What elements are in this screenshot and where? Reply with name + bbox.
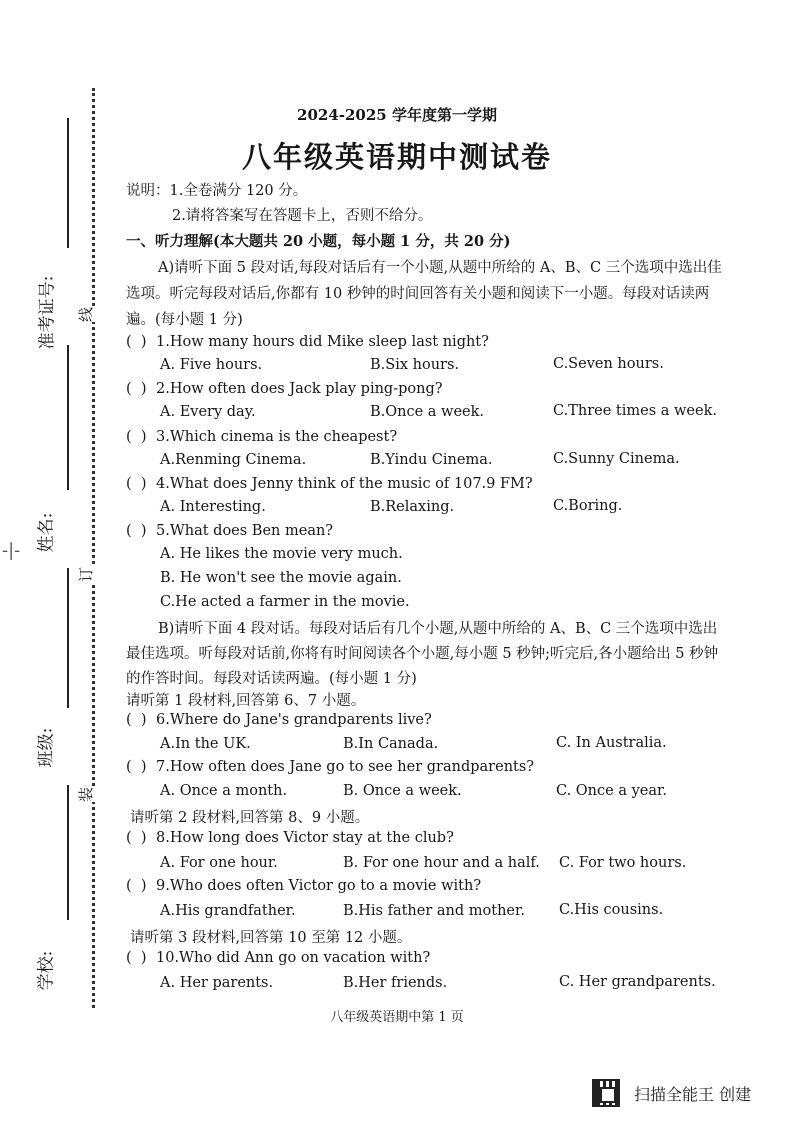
section-1-heading: 一、听力理解(本大题共 20 小题，每小题 1 分，共 20 分) [126, 233, 511, 250]
q1-option-b: B.Six hours. [370, 357, 460, 373]
q7-option-b: B. Once a week. [343, 783, 462, 799]
q5-option-b: B. He won't see the movie again. [160, 570, 402, 586]
binding-mark-ding: 订 [71, 567, 100, 582]
binding-mark-zhuang: 装 [71, 787, 100, 802]
school-year: 2024-2025 学年度第一学期 [297, 106, 497, 124]
dotted-cut-line [92, 88, 95, 1008]
instruction-line-1: 说明：1.全卷满分 120 分。 [126, 183, 308, 199]
q2-option-c: C.Three times a week. [553, 403, 717, 419]
answer-blank[interactable]: ( ) [126, 759, 147, 775]
part-b-line-3: 的作答时间。每段对话读两遍。(每小题 1 分) [126, 671, 417, 687]
q10-option-c: C. Her grandparents. [559, 974, 716, 990]
q7-option-c: C. Once a year. [556, 783, 667, 799]
school-label: 学校: [36, 950, 57, 991]
q10-option-a: A. Her parents. [160, 975, 274, 991]
material-1-instruction: 请听第 1 段材料,回答第 6、7 小题。 [126, 693, 366, 709]
q6-option-a: A.In the UK. [160, 736, 251, 752]
name-line [67, 345, 69, 490]
page-footer: 八年级英语期中第 1 页 [330, 1010, 464, 1025]
material-2-instruction: 请听第 2 段材料,回答第 8、9 小题。 [130, 810, 370, 826]
question-7: ( ) 7.How often does Jane go to see her grandparents? [126, 759, 535, 775]
answer-blank[interactable]: ( ) [126, 476, 147, 492]
q5-option-c: C.He acted a farmer in the movie. [160, 594, 410, 610]
answer-blank[interactable]: ( ) [126, 712, 147, 728]
binding-mark-xian: 线 [71, 307, 100, 322]
q4-option-b: B.Relaxing. [370, 499, 455, 515]
question-10: ( ) 10.Who did Ann go on vacation with? [126, 950, 431, 966]
q9-option-c: C.His cousins. [559, 902, 664, 918]
part-b-line-2: 最佳选项。听每段对话前,你将有时间阅读各个小题,每小题 5 秒钟;听完后,各小题给出 5 秒钟 [126, 646, 719, 662]
part-a-line-1: A)请听下面 5 段对话,每段对话后有一个小题,从题中所给的 A、B、C 三个选项中选出佳 [158, 260, 722, 276]
q8-option-b: B. For one hour and a half. [343, 855, 540, 871]
q4-option-a: A. Interesting. [160, 499, 266, 515]
question-8: ( ) 8.How long does Victor stay at the club? [126, 830, 454, 846]
q6-option-c: C. In Australia. [556, 735, 667, 751]
q1-option-c: C.Seven hours. [553, 356, 664, 372]
q1-option-a: A. Five hours. [160, 357, 263, 373]
answer-blank[interactable]: ( ) [126, 878, 147, 894]
q9-option-a: A.His grandfather. [160, 903, 296, 919]
answer-blank[interactable]: ( ) [126, 523, 147, 539]
school-line [67, 785, 69, 920]
part-a-line-3: 遍。(每小题 1 分) [126, 312, 243, 328]
question-3: ( ) 3.Which cinema is the cheapest? [126, 429, 398, 445]
instruction-line-2: 2.请将答案写在答题卡上，否则不给分。 [172, 208, 433, 224]
answer-blank[interactable]: ( ) [126, 334, 147, 350]
question-5: ( ) 5.What does Ben mean? [126, 523, 334, 539]
q4-option-c: C.Boring. [553, 498, 623, 514]
q3-option-a: A.Renming Cinema. [160, 452, 307, 468]
question-1: ( ) 1.How many hours did Mike sleep last night? [126, 334, 489, 350]
exam-number-label: 准考证号: [37, 275, 58, 350]
q10-option-b: B.Her friends. [343, 975, 448, 991]
part-a-line-2: 选项。听完每段对话后,你都有 10 秒钟的时间回答有关小题和阅读下一小题。每段对话读两 [126, 286, 710, 302]
q3-option-b: B.Yindu Cinema. [370, 452, 493, 468]
question-2: ( ) 2.How often does Jack play ping-pong? [126, 381, 443, 397]
q7-option-a: A. Once a month. [160, 783, 288, 799]
q8-option-c: C. For two hours. [559, 855, 687, 871]
q5-option-a: A. He likes the movie very much. [160, 546, 403, 562]
answer-blank[interactable]: ( ) [126, 830, 147, 846]
material-3-instruction: 请听第 3 段材料,回答第 10 至第 12 小题。 [130, 930, 412, 946]
exam-title: 八年级英语期中测试卷 [241, 140, 552, 174]
question-6: ( ) 6.Where do Jane's grandparents live? [126, 712, 432, 728]
answer-blank[interactable]: ( ) [126, 429, 147, 445]
question-4: ( ) 4.What does Jenny think of the music of 107.9 FM? [126, 476, 533, 492]
question-9: ( ) 9.Who does often Victor go to a movie with? [126, 878, 482, 894]
crosshair-mark-icon: -|- [2, 540, 21, 561]
class-label: 班级: [36, 727, 57, 768]
scanner-watermark-text: 扫描全能王 创建 [634, 1084, 752, 1104]
q2-option-b: B.Once a week. [370, 404, 485, 420]
answer-blank[interactable]: ( ) [126, 381, 147, 397]
name-label: 姓名: [36, 512, 57, 553]
part-b-line-1: B)请听下面 4 段对话。每段对话后有几个小题,从题中所给的 A、B、C 三个选项中选出 [158, 621, 718, 637]
answer-blank[interactable]: ( ) [126, 950, 147, 966]
q2-option-a: A. Every day. [160, 404, 256, 420]
q3-option-c: C.Sunny Cinema. [553, 451, 680, 467]
q6-option-b: B.In Canada. [343, 736, 439, 752]
q9-option-b: B.His father and mother. [343, 903, 525, 919]
qr-code-icon [592, 1079, 620, 1107]
class-line [67, 568, 69, 708]
scanner-watermark [592, 1078, 770, 1108]
q8-option-a: A. For one hour. [160, 855, 278, 871]
